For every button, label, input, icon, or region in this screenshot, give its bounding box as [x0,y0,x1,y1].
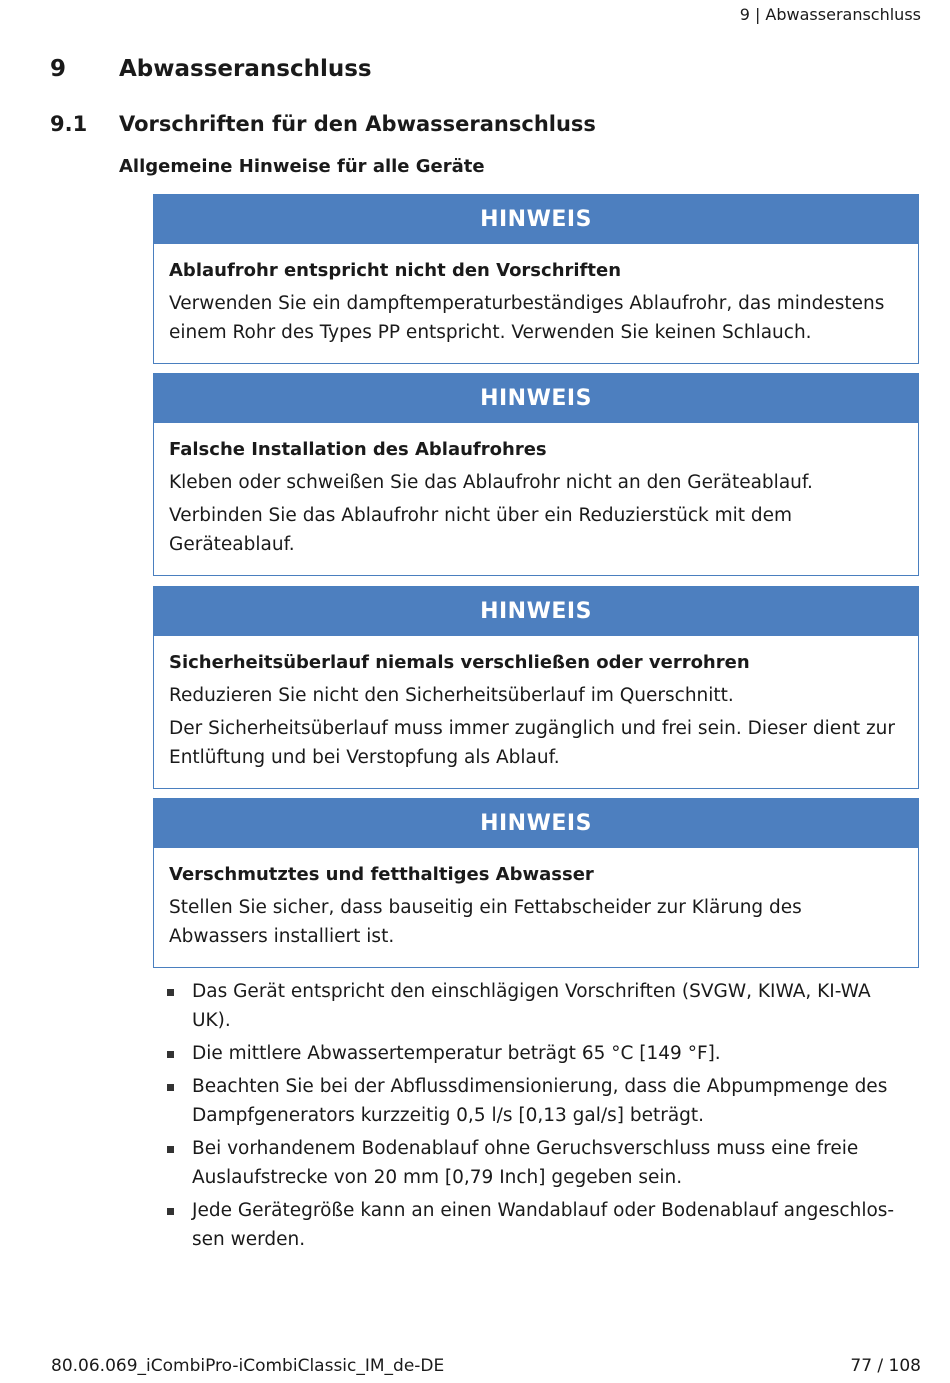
bullet-square-icon [167,1208,174,1215]
running-header: 9 | Abwasseranschluss [739,5,921,24]
footer-page-number: 77 / 108 [850,1356,921,1376]
notice-title: Sicherheitsüberlauf niemals verschließen oder verrohren [169,652,750,673]
bullet-square-icon [167,989,174,996]
notice-label: HINWEIS [154,799,918,848]
chapter-heading [50,56,372,82]
list-item [165,977,915,1035]
notice-label: HINWEIS [154,195,918,244]
section-heading [50,112,596,136]
notice-title: Falsche Installation des Ablaufrohres [169,439,547,460]
list-item [165,1039,915,1068]
list-item-text: Bei vorhandenem Bodenablauf ohne Geruchsverschluss muss eine freie Auslaufstrecke von 20 mm [0,79 Inch] gegeben sein. [192,1138,859,1188]
section-title: Vorschriften für den Abwasseranschluss [119,112,596,136]
notice-title: Verschmutztes und fetthaltiges Abwasser [169,864,594,885]
notice-paragraph: Reduzieren Sie nicht den Sicherheitsüberlauf im Querschnitt. [169,685,734,706]
list-item [165,1134,915,1192]
notice-box [153,373,919,576]
list-item-text: Das Gerät entspricht den einschlägigen Vorschriften (SVGW, KIWA, KI-WA UK). [192,981,871,1031]
list-item-text: Beachten Sie bei der Abflussdimensionierung, dass die Abpumpmenge des Dampfgenerators kurzzeitig 0,5 l/s [0,13 gal/s] beträgt. [192,1076,888,1126]
bullet-square-icon [167,1051,174,1058]
footer-document-id: 80.06.069_iCombiPro-iCombiClassic_IM_de-DE [51,1356,445,1376]
bullet-list [165,977,915,1258]
section-number: 9.1 [50,112,88,136]
notice-box [153,194,919,364]
notice-paragraph: Der Sicherheitsüberlauf muss immer zugänglich und frei sein. Dieser dient zur Entlüftung und bei Verstopfung als Ablauf. [169,718,896,768]
subheading: Allgemeine Hinweise für alle Geräte [119,156,485,177]
notice-paragraph: Kleben oder schweißen Sie das Ablaufrohr nicht an den Geräteablauf. [169,472,813,493]
chapter-number: 9 [50,56,67,82]
notice-title: Ablaufrohr entspricht nicht den Vorschriften [169,260,622,281]
bullet-square-icon [167,1146,174,1153]
notice-paragraph: Verwenden Sie ein dampftemperaturbeständiges Ablaufrohr, das mindestens einem Rohr des Types PP entspricht. Verwenden Sie keinen Schlauch. [169,293,885,343]
notice-paragraph: Verbinden Sie das Ablaufrohr nicht über ein Reduzierstück mit dem Geräteablauf. [169,505,793,555]
list-item [165,1196,915,1254]
list-item-text: Jede Gerätegröße kann an einen Wandablauf oder Bodenablauf angeschlos-sen werden. [192,1200,895,1250]
list-item [165,1072,915,1130]
chapter-title: Abwasseranschluss [119,56,372,82]
list-item-text: Die mittlere Abwassertemperatur beträgt 65 °C [149 °F]. [192,1043,721,1064]
notice-box [153,586,919,789]
notice-label: HINWEIS [154,374,918,423]
bullet-square-icon [167,1084,174,1091]
notice-paragraph: Stellen Sie sicher, dass bauseitig ein Fettabscheider zur Klärung des Abwassers installiert ist. [169,897,802,947]
notice-label: HINWEIS [154,587,918,636]
notice-box [153,798,919,968]
